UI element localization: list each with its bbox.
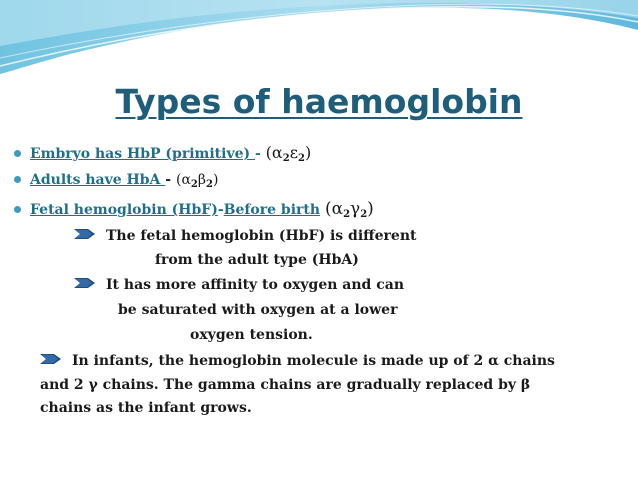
adults-formula: $(\alpha_2\beta_2)$ xyxy=(175,172,219,190)
affinity-note-line3: oxygen tension. xyxy=(190,327,313,343)
infant-note-line2: and 2 γ chains. The gamma chains are gradually replaced by β xyxy=(40,377,531,393)
adults-label: Adults have HbA xyxy=(30,172,166,188)
bullet-dot-icon xyxy=(14,150,21,157)
slide-title: Types of haemoglobin xyxy=(115,82,523,121)
arrow-right-icon xyxy=(40,353,62,365)
fetal-before-birth: Before birth xyxy=(223,202,321,218)
fetal-note-line1: The fetal hemoglobin (HbF) is different xyxy=(74,228,416,244)
fetal-note-line2: from the adult type (HbA) xyxy=(155,252,359,268)
infant-note-line3: chains as the infant grows. xyxy=(40,400,252,416)
fetal-label: Fetal hemoglobin (HbF) xyxy=(30,202,218,218)
affinity-note-line1: It has more affinity to oxygen and can xyxy=(74,277,404,293)
bullet-embryo xyxy=(14,143,311,164)
bullet-dot-icon xyxy=(14,176,21,183)
embryo-formula: $(\alpha_2\varepsilon_2)$ xyxy=(265,143,312,164)
embryo-separator: - xyxy=(254,146,266,162)
arrow-right-icon xyxy=(74,277,96,289)
bullet-adults xyxy=(14,172,218,190)
fetal-separator: - xyxy=(217,202,224,218)
arrow-right-icon xyxy=(74,228,96,240)
adults-separator: - xyxy=(165,172,176,188)
header-wave-decoration xyxy=(0,0,638,80)
fetal-formula: $(\alpha_2\gamma_2)$ xyxy=(324,199,374,220)
embryo-label: Embryo has HbP (primitive) xyxy=(30,146,255,162)
bullet-fetal xyxy=(14,199,374,220)
bullet-dot-icon xyxy=(14,206,21,213)
affinity-note-line2: be saturated with oxygen at a lower xyxy=(118,302,398,318)
infant-note-line1: In infants, the hemoglobin molecule is made up of 2 α chains xyxy=(40,353,555,369)
